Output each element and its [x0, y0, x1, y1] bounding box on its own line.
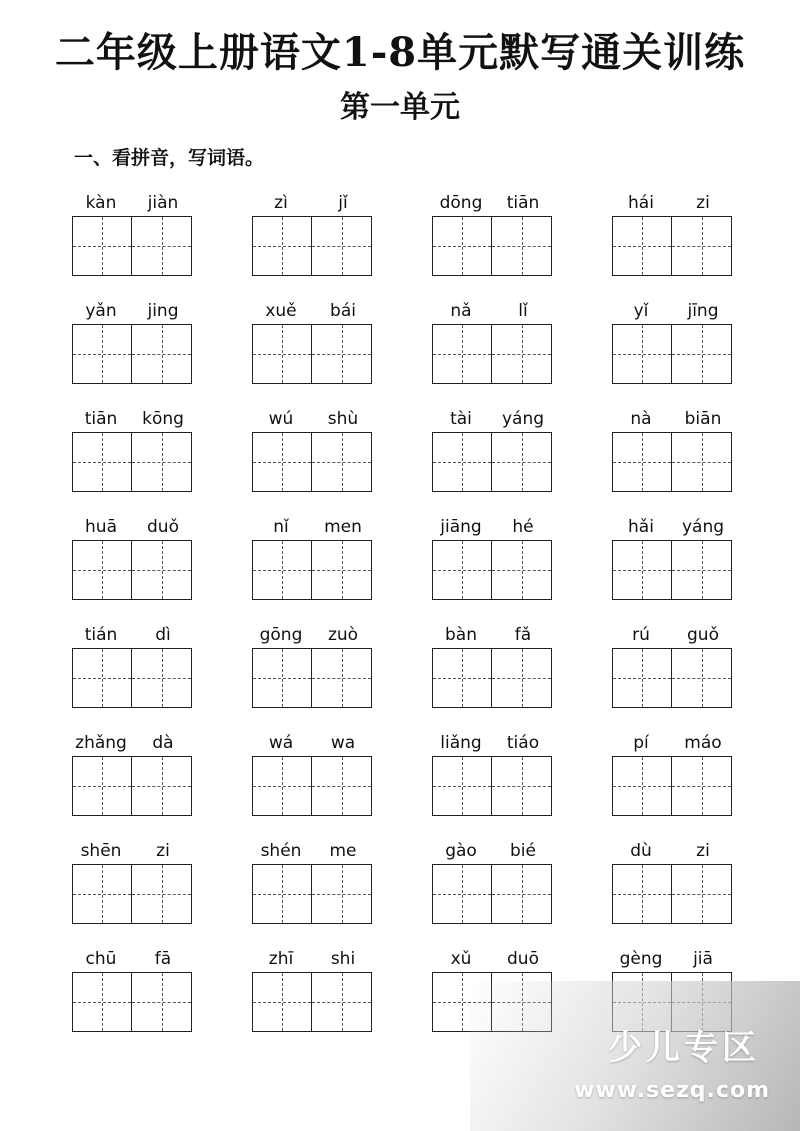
guide-line-horizontal [132, 462, 191, 463]
pinyin-syllable: bié [510, 841, 536, 861]
word-item [430, 726, 554, 822]
pinyin-syllable: zi [696, 841, 710, 861]
pinyin-syllable: hǎi [628, 517, 654, 537]
pinyin-syllable: shēn [80, 841, 122, 861]
tianzige-box[interactable] [612, 756, 672, 816]
word-item [70, 726, 194, 822]
tianzige-box[interactable] [72, 432, 132, 492]
tianzige-box[interactable] [492, 540, 552, 600]
tianzige-box[interactable] [672, 216, 732, 276]
guide-line-horizontal [613, 354, 671, 355]
guide-line-horizontal [492, 354, 551, 355]
writing-boxes [252, 540, 372, 600]
guide-line-horizontal [492, 462, 551, 463]
pinyin-syllable: duǒ [147, 517, 179, 537]
tianzige-box[interactable] [432, 216, 492, 276]
pinyin-row [70, 406, 194, 432]
pinyin-row [610, 838, 734, 864]
pinyin-syllable: zhī [268, 949, 294, 969]
guide-line-horizontal [672, 462, 731, 463]
pinyin-syllable: jiā [693, 949, 713, 969]
tianzige-box[interactable] [432, 540, 492, 600]
tianzige-box[interactable] [312, 648, 372, 708]
word-item [610, 510, 734, 606]
writing-boxes [432, 864, 552, 924]
pinyin-row [610, 622, 734, 648]
word-item [430, 834, 554, 930]
pinyin-syllable: bái [330, 301, 356, 321]
pinyin-row [250, 730, 374, 756]
guide-line-horizontal [672, 678, 731, 679]
pinyin-row [250, 514, 374, 540]
tianzige-box[interactable] [312, 864, 372, 924]
guide-line-horizontal [613, 894, 671, 895]
guide-line-horizontal [613, 570, 671, 571]
pinyin-row [610, 946, 734, 972]
word-item [70, 510, 194, 606]
guide-line-horizontal [73, 678, 131, 679]
guide-line-horizontal [433, 570, 491, 571]
tianzige-box[interactable] [672, 648, 732, 708]
guide-line-horizontal [433, 462, 491, 463]
tianzige-box[interactable] [492, 216, 552, 276]
writing-boxes [72, 432, 192, 492]
pinyin-syllable: fǎ [514, 625, 532, 645]
guide-line-horizontal [132, 570, 191, 571]
word-item [610, 186, 734, 282]
tianzige-box[interactable] [432, 324, 492, 384]
writing-boxes [432, 648, 552, 708]
writing-boxes [72, 756, 192, 816]
pinyin-syllable: hái [628, 193, 654, 213]
watermark-title: 少儿专区 [608, 1028, 760, 1068]
tianzige-box[interactable] [432, 648, 492, 708]
guide-line-horizontal [433, 786, 491, 787]
pinyin-syllable: dì [155, 625, 171, 645]
word-item [250, 834, 374, 930]
guide-line-horizontal [613, 678, 671, 679]
guide-line-horizontal [132, 1002, 191, 1003]
word-item [610, 834, 734, 930]
guide-line-horizontal [492, 894, 551, 895]
tianzige-box[interactable] [492, 432, 552, 492]
guide-line-horizontal [132, 354, 191, 355]
guide-line-horizontal [73, 570, 131, 571]
guide-line-horizontal [492, 678, 551, 679]
pinyin-row [250, 298, 374, 324]
guide-line-horizontal [132, 246, 191, 247]
pinyin-row [250, 946, 374, 972]
pinyin-syllable: wú [268, 409, 294, 429]
pinyin-row [430, 298, 554, 324]
tianzige-box[interactable] [252, 648, 312, 708]
pinyin-row [430, 514, 554, 540]
writing-boxes [432, 216, 552, 276]
guide-line-horizontal [253, 462, 311, 463]
tianzige-box[interactable] [312, 972, 372, 1032]
pinyin-row [70, 838, 194, 864]
writing-boxes [252, 756, 372, 816]
pinyin-syllable: yǐ [633, 301, 649, 321]
tianzige-box[interactable] [72, 216, 132, 276]
guide-line-horizontal [312, 786, 371, 787]
tianzige-box[interactable] [672, 540, 732, 600]
pinyin-syllable: dōng [439, 193, 483, 213]
pinyin-row [430, 622, 554, 648]
pinyin-row [610, 298, 734, 324]
tianzige-box[interactable] [132, 864, 192, 924]
guide-line-horizontal [312, 894, 371, 895]
guide-line-horizontal [253, 570, 311, 571]
pinyin-syllable: jǐ [338, 193, 348, 213]
pinyin-syllable: shù [327, 409, 359, 429]
guide-line-horizontal [312, 678, 371, 679]
tianzige-box[interactable] [72, 648, 132, 708]
guide-line-horizontal [433, 246, 491, 247]
writing-boxes [72, 864, 192, 924]
tianzige-box[interactable] [252, 756, 312, 816]
pinyin-row [70, 514, 194, 540]
guide-line-horizontal [132, 894, 191, 895]
writing-boxes [72, 324, 192, 384]
tianzige-box[interactable] [612, 324, 672, 384]
pinyin-syllable: gèng [619, 949, 663, 969]
guide-line-horizontal [312, 570, 371, 571]
guide-line-horizontal [492, 246, 551, 247]
pinyin-syllable: yáng [501, 409, 545, 429]
guide-line-horizontal [672, 570, 731, 571]
guide-line-horizontal [73, 786, 131, 787]
pinyin-row [610, 406, 734, 432]
pinyin-syllable: kōng [142, 409, 184, 429]
pinyin-syllable: rú [632, 625, 650, 645]
tianzige-box[interactable] [132, 432, 192, 492]
word-item [250, 294, 374, 390]
guide-line-horizontal [613, 462, 671, 463]
tianzige-box[interactable] [612, 648, 672, 708]
guide-line-horizontal [312, 354, 371, 355]
pinyin-syllable: wá [268, 733, 294, 753]
tianzige-box[interactable] [672, 864, 732, 924]
pinyin-syllable: bàn [445, 625, 477, 645]
writing-boxes [432, 324, 552, 384]
writing-boxes [612, 648, 732, 708]
pinyin-syllable: biān [684, 409, 722, 429]
pinyin-row [430, 730, 554, 756]
word-item [70, 834, 194, 930]
word-item [250, 510, 374, 606]
pinyin-syllable: fā [154, 949, 172, 969]
pinyin-syllable: yǎn [85, 301, 117, 321]
word-item [430, 186, 554, 282]
writing-boxes [612, 324, 732, 384]
pinyin-syllable: zi [156, 841, 170, 861]
tianzige-box[interactable] [252, 972, 312, 1032]
pinyin-row [610, 190, 734, 216]
pinyin-syllable: jiàn [147, 193, 179, 213]
writing-boxes [252, 432, 372, 492]
tianzige-box[interactable] [612, 432, 672, 492]
guide-line-horizontal [253, 246, 311, 247]
pinyin-syllable: shi [330, 949, 356, 969]
pinyin-syllable: nà [630, 409, 652, 429]
guide-line-horizontal [433, 354, 491, 355]
guide-line-horizontal [672, 246, 731, 247]
tianzige-box[interactable] [312, 324, 372, 384]
pinyin-row [610, 514, 734, 540]
word-item [610, 726, 734, 822]
tianzige-box[interactable] [132, 540, 192, 600]
tianzige-box[interactable] [132, 216, 192, 276]
pinyin-syllable: zhǎng [75, 733, 127, 753]
page-title: 二年级上册语文1-8单元默写通关训练 [54, 29, 746, 76]
pinyin-syllable: pí [633, 733, 649, 753]
pinyin-syllable: men [324, 517, 362, 537]
word-item [430, 510, 554, 606]
word-item [70, 618, 194, 714]
tianzige-box[interactable] [492, 324, 552, 384]
guide-line-horizontal [132, 678, 191, 679]
pinyin-syllable: jiāng [440, 517, 482, 537]
pinyin-syllable: guǒ [687, 625, 719, 645]
pinyin-row [70, 190, 194, 216]
guide-line-horizontal [73, 354, 131, 355]
pinyin-syllable: liǎng [440, 733, 482, 753]
pinyin-syllable: duō [507, 949, 539, 969]
pinyin-syllable: me [329, 841, 357, 861]
guide-line-horizontal [312, 246, 371, 247]
guide-line-horizontal [253, 678, 311, 679]
word-item [250, 726, 374, 822]
pinyin-syllable: shén [260, 841, 302, 861]
word-item [250, 942, 374, 1038]
tianzige-box[interactable] [432, 864, 492, 924]
pinyin-syllable: máo [684, 733, 722, 753]
pinyin-row [430, 838, 554, 864]
tianzige-box[interactable] [612, 216, 672, 276]
tianzige-box[interactable] [252, 432, 312, 492]
pinyin-syllable: dà [152, 733, 174, 753]
writing-boxes [252, 864, 372, 924]
pinyin-syllable: lǐ [518, 301, 528, 321]
tianzige-box[interactable] [312, 216, 372, 276]
pinyin-row [250, 622, 374, 648]
tianzige-box[interactable] [672, 432, 732, 492]
pinyin-syllable: xuě [265, 301, 297, 321]
pinyin-syllable: tiáo [506, 733, 540, 753]
tianzige-box[interactable] [72, 324, 132, 384]
tianzige-box[interactable] [312, 540, 372, 600]
tianzige-box[interactable] [492, 756, 552, 816]
pinyin-syllable: gōng [259, 625, 303, 645]
pinyin-syllable: tiān [506, 193, 540, 213]
tianzige-box[interactable] [612, 540, 672, 600]
pinyin-row [70, 622, 194, 648]
pinyin-row [250, 406, 374, 432]
guide-line-horizontal [312, 462, 371, 463]
tianzige-box[interactable] [672, 324, 732, 384]
tianzige-box[interactable] [72, 756, 132, 816]
tianzige-box[interactable] [492, 864, 552, 924]
pinyin-syllable: yáng [681, 517, 725, 537]
pinyin-syllable: chū [85, 949, 117, 969]
pinyin-row [610, 730, 734, 756]
writing-boxes [72, 540, 192, 600]
guide-line-horizontal [73, 462, 131, 463]
tianzige-box[interactable] [252, 324, 312, 384]
tianzige-box[interactable] [672, 756, 732, 816]
tianzige-box[interactable] [72, 972, 132, 1032]
tianzige-box[interactable] [132, 648, 192, 708]
writing-boxes [252, 972, 372, 1032]
pinyin-syllable: tián [84, 625, 118, 645]
guide-line-horizontal [253, 894, 311, 895]
guide-line-horizontal [73, 246, 131, 247]
word-grid [70, 186, 750, 1046]
tianzige-box[interactable] [132, 324, 192, 384]
writing-boxes [432, 756, 552, 816]
word-item [430, 618, 554, 714]
pinyin-syllable: gào [445, 841, 477, 861]
word-item [70, 186, 194, 282]
pinyin-syllable: xǔ [450, 949, 472, 969]
guide-line-horizontal [613, 246, 671, 247]
writing-boxes [432, 540, 552, 600]
pinyin-row [250, 838, 374, 864]
word-item [70, 942, 194, 1038]
pinyin-row [70, 946, 194, 972]
tianzige-box[interactable] [72, 540, 132, 600]
pinyin-syllable: kàn [85, 193, 117, 213]
word-item [70, 294, 194, 390]
guide-line-horizontal [672, 354, 731, 355]
guide-line-horizontal [613, 786, 671, 787]
pinyin-row [430, 190, 554, 216]
pinyin-syllable: nǎ [450, 301, 472, 321]
watermark-url: www.sezq.com [574, 1078, 770, 1103]
unit-title: 第一单元 [340, 90, 460, 125]
guide-line-horizontal [132, 786, 191, 787]
guide-line-horizontal [672, 786, 731, 787]
writing-boxes [252, 216, 372, 276]
pinyin-syllable: zì [274, 193, 288, 213]
tianzige-box[interactable] [312, 432, 372, 492]
guide-line-horizontal [492, 786, 551, 787]
word-item [250, 618, 374, 714]
tianzige-box[interactable] [132, 756, 192, 816]
writing-boxes [612, 756, 732, 816]
guide-line-horizontal [73, 1002, 131, 1003]
pinyin-syllable: wa [330, 733, 356, 753]
tianzige-box[interactable] [252, 540, 312, 600]
pinyin-syllable: jīng [687, 301, 719, 321]
word-item [250, 186, 374, 282]
tianzige-box[interactable] [252, 216, 312, 276]
writing-boxes [432, 432, 552, 492]
pinyin-syllable: dù [630, 841, 652, 861]
tianzige-box[interactable] [252, 864, 312, 924]
tianzige-box[interactable] [132, 972, 192, 1032]
tianzige-box[interactable] [72, 864, 132, 924]
pinyin-syllable: tiān [84, 409, 118, 429]
guide-line-horizontal [672, 894, 731, 895]
word-item [610, 402, 734, 498]
word-item [430, 402, 554, 498]
writing-boxes [72, 972, 192, 1032]
tianzige-box[interactable] [432, 432, 492, 492]
writing-boxes [252, 648, 372, 708]
word-item [250, 402, 374, 498]
tianzige-box[interactable] [312, 756, 372, 816]
guide-line-horizontal [433, 678, 491, 679]
pinyin-syllable: hé [512, 517, 534, 537]
section-heading: 一、看拼音，写词语。 [74, 147, 265, 169]
tianzige-box[interactable] [492, 648, 552, 708]
guide-line-horizontal [253, 354, 311, 355]
writing-boxes [612, 432, 732, 492]
tianzige-box[interactable] [432, 756, 492, 816]
pinyin-row [70, 730, 194, 756]
pinyin-row [430, 946, 554, 972]
writing-boxes [72, 648, 192, 708]
writing-boxes [612, 216, 732, 276]
word-item [430, 294, 554, 390]
guide-line-horizontal [253, 1002, 311, 1003]
writing-boxes [612, 540, 732, 600]
word-item [70, 402, 194, 498]
tianzige-box[interactable] [612, 864, 672, 924]
guide-line-horizontal [433, 894, 491, 895]
guide-line-horizontal [253, 786, 311, 787]
pinyin-syllable: zuò [327, 625, 359, 645]
pinyin-syllable: zi [696, 193, 710, 213]
writing-boxes [612, 864, 732, 924]
guide-line-horizontal [73, 894, 131, 895]
pinyin-syllable: huā [85, 517, 117, 537]
word-item [610, 294, 734, 390]
pinyin-syllable: jing [147, 301, 179, 321]
pinyin-row [430, 406, 554, 432]
writing-boxes [252, 324, 372, 384]
guide-line-horizontal [312, 1002, 371, 1003]
watermark [470, 981, 800, 1131]
pinyin-syllable: tài [450, 409, 472, 429]
word-item [610, 618, 734, 714]
guide-line-horizontal [492, 570, 551, 571]
writing-boxes [72, 216, 192, 276]
pinyin-row [250, 190, 374, 216]
pinyin-row [70, 298, 194, 324]
pinyin-syllable: nǐ [273, 517, 289, 537]
